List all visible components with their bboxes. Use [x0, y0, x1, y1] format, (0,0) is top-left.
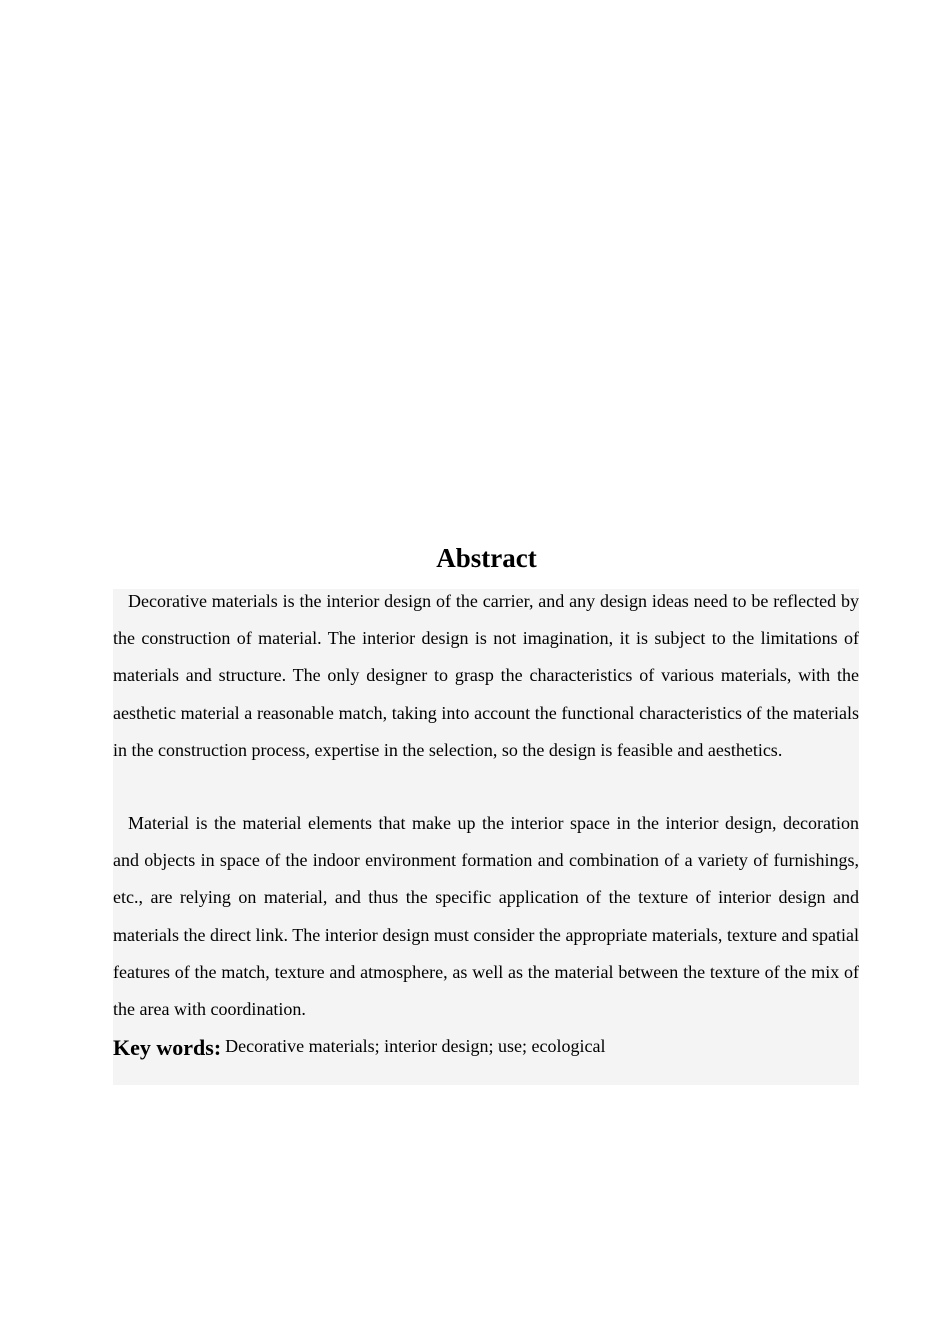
abstract-title: Abstract — [436, 543, 537, 573]
keywords-line — [113, 1032, 859, 1065]
keywords-text: Decorative materials; interior design; use; ecological — [225, 1036, 606, 1056]
keywords-label: Key words: — [113, 1035, 222, 1060]
abstract-paragraph-1: Decorative materials is the interior design of the carrier, and any design ideas need to be reflected by the construction of material. The interior design is not imagination, it is subject to the limitations of materials and structure. The only designer to grasp the characteristics of various materials, with the aesthetic material a reasonable match, taking into account the functional characteristics of the materials in the construction process, expertise in the selection, so the design is feasible and aesthetics. — [113, 591, 859, 760]
abstract-paragraph-2: Material is the material elements that make up the interior space in the interior design, decoration and objects in space of the indoor environment formation and combination of a variety of furnishings, etc., are relying on material, and thus the specific application of the texture of interior design and materials the direct link. The interior design must consider the appropriate materials, texture and spatial features of the match, texture and atmosphere, as well as the material between the texture of the mix of the area with coordination. — [113, 813, 859, 1020]
